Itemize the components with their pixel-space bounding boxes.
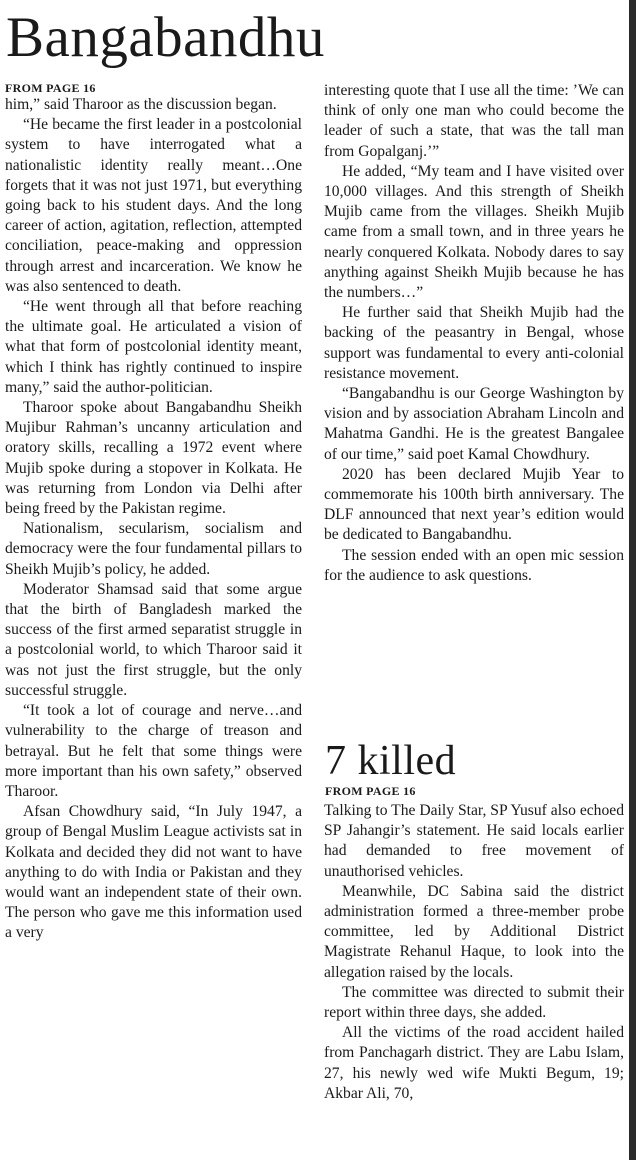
article-paragraph: Tharoor spoke about Bangabandhu Sheikh Mujibur Rahman’s uncanny articulation and oratory skills, recalling a 1972 event where Mujib spoke during a stopover in Kolkata. He was returning from London via Delhi after being freed by the Pakistan regime. <box>5 399 302 518</box>
article-paragraph: He further said that Sheikh Mujib had the backing of the peasantry in Bengal, whose support was fundamental to every anti-colonial resistance movement. <box>324 304 624 382</box>
article-paragraph: All the victims of the road accident hailed from Panchagarh district. They are Labu Islam, 27, his newly wed wife Mukti Begum, 19; Akbar Ali, 70, <box>324 1024 624 1102</box>
article-paragraph: “Bangabandhu is our George Washington by vision and by association Abraham Lincoln and Mahatma Gandhi. He is the greatest Bangalee of our time,” said poet Kamal Chowdhury. <box>324 385 624 463</box>
kicker-from-page-16: FROM PAGE 16 <box>325 784 416 798</box>
page-edge-bar <box>629 0 636 1160</box>
article-paragraph: “It took a lot of courage and nerve…and vulnerability to the charge of treason and betrayal. But he felt that some things were more important than his own safety,” observed Tharoor. <box>5 702 302 800</box>
article-paragraph: Talking to The Daily Star, SP Yusuf also echoed SP Jahangir’s statement. He said locals earlier had demanded to free movement of unauthorised vehicles. <box>324 802 624 880</box>
article-paragraph: Nationalism, secularism, socialism and democracy were the four fundamental pillars to Sheikh Mujib’s policy, he added. <box>5 520 302 578</box>
article-paragraph: “He went through all that before reaching the ultimate goal. He articulated a vision of what that form of postcolonial identity meant, which I think has rightly continued to inspire many,” said the author-politician. <box>5 298 302 396</box>
article-paragraph: The session ended with an open mic session for the audience to ask questions. <box>324 546 624 584</box>
article-column-left <box>5 95 302 944</box>
article-paragraph: He added, “My team and I have visited over 10,000 villages. And this strength of Sheikh Mujib came from the villages. Sheikh Mujib came from a small town, and in three years he nearly conquered Kolkata. Nobody dares to say anything against Sheikh Mujib because he has the numbers…” <box>324 162 624 302</box>
headline-7-killed: 7 killed <box>325 738 457 784</box>
article-paragraph: interesting quote that I use all the time: ’We can think of only one man who could become the leader of such a state, that was the tall man from Gopalganj.’” <box>324 82 624 160</box>
article-paragraph: 2020 has been declared Mujib Year to commemorate his 100th birth anniversary. The DLF announced that next year’s edition would be dedicated to Bangabandhu. <box>324 465 624 544</box>
article-paragraph: him,” said Tharoor as the discussion began. <box>5 96 277 113</box>
article-paragraph: Moderator Shamsad said that some argue that the birth of Bangladesh marked the success of the first armed separatist struggle in a postcolonial world, to which Tharoor said it was not just the first struggle, but the only successful struggle. <box>5 580 302 699</box>
kicker-from-page-16: FROM PAGE 16 <box>5 81 96 95</box>
article-paragraph: “He became the first leader in a postcolonial system to have interrogated what a nationalistic identity really meant…One forgets that it was not just 1971, but everything going back to his student days. And the long career of action, agitation, reflection, attempted conciliation, peace-making and oppression through arrest and incarceration. We know he was also sentenced to death. <box>5 116 302 295</box>
article-paragraph: The committee was directed to submit their report within three days, she added. <box>324 983 624 1022</box>
article-column-7-killed <box>324 801 624 1104</box>
article-paragraph: Afsan Chowdhury said, “In July 1947, a group of Bengal Muslim League activists sat in Kolkata and decided they did not want to have anything to do with India or Pakistan and they would want an independent state of their own. The person who gave me this information used a very <box>5 803 302 942</box>
article-column-right <box>324 81 624 586</box>
headline-bangabandhu: Bangabandhu <box>6 6 325 69</box>
article-paragraph: Meanwhile, DC Sabina said the district administration formed a three-member probe committee, led by Additional District Magistrate Rehanul Haque, to look into the allegation raised by the locals. <box>324 882 624 981</box>
